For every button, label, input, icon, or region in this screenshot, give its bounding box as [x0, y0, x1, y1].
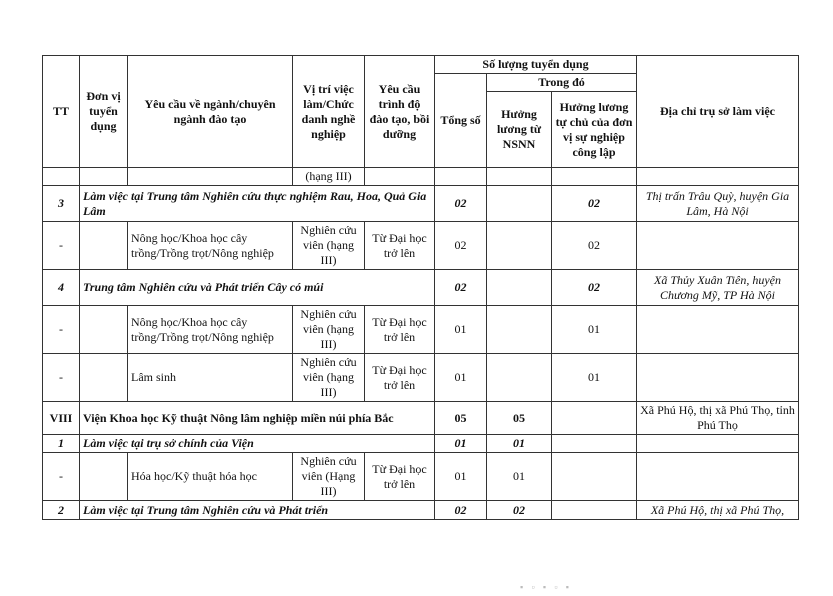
cell-trinh-do: Từ Đại học trở lên: [365, 222, 435, 270]
cell-unit-title: Trung tâm Nghiên cứu và Phát triển Cây có múi: [80, 270, 435, 306]
cell-nganh: [128, 168, 293, 186]
cell-dia-chi: [637, 453, 799, 501]
cell-nsnn: 05: [487, 402, 552, 435]
cell-dia-chi: Xã Phú Hộ, thị xã Phú Thọ,: [637, 501, 799, 520]
cell-nsnn: [487, 222, 552, 270]
cell-tong-so: 02: [435, 501, 487, 520]
header-tt: TT: [43, 56, 80, 168]
header-vi-tri: Vị trí việc làm/Chức danh nghề nghiệp: [293, 56, 365, 168]
cell-tong-so: 01: [435, 354, 487, 402]
header-don-vi: Đơn vị tuyển dụng: [80, 56, 128, 168]
cell-trinh-do: Từ Đại học trở lên: [365, 306, 435, 354]
cell-vi-tri: (hạng III): [293, 168, 365, 186]
cell-tu-chu: 02: [552, 222, 637, 270]
cell-don-vi: [80, 453, 128, 501]
cell-vi-tri: Nghiên cứu viên (hạng III): [293, 222, 365, 270]
table-row: [43, 501, 799, 520]
cell-tt: [43, 168, 80, 186]
cell-tong-so: 01: [435, 435, 487, 453]
cell-nsnn: [487, 354, 552, 402]
cell-vi-tri: Nghiên cứu viên (hạng III): [293, 306, 365, 354]
cell-dia-chi: [637, 222, 799, 270]
cell-nganh: Hóa học/Kỹ thuật hóa học: [128, 453, 293, 501]
cell-tt: -: [43, 306, 80, 354]
cell-tu-chu: 02: [552, 270, 637, 306]
cell-tu-chu: 01: [552, 354, 637, 402]
table-row: [43, 453, 799, 501]
cell-dia-chi: Thị trấn Trâu Quỳ, huyện Gia Lâm, Hà Nội: [637, 186, 799, 222]
cell-tong-so: 02: [435, 222, 487, 270]
table-row: [43, 402, 799, 435]
cell-don-vi: [80, 222, 128, 270]
cell-tong-so: 02: [435, 270, 487, 306]
cell-tong-so: 01: [435, 306, 487, 354]
header-tong-so: Tổng số: [435, 74, 487, 168]
cell-unit-title: Làm việc tại Trung tâm Nghiên cứu và Phát triển: [80, 501, 435, 520]
cell-nganh: Lâm sinh: [128, 354, 293, 402]
cell-tong-so: 02: [435, 186, 487, 222]
cell-nsnn: [487, 168, 552, 186]
cell-nsnn: [487, 186, 552, 222]
cell-tt: 3: [43, 186, 80, 222]
cell-tu-chu: 02: [552, 186, 637, 222]
table-row: [43, 354, 799, 402]
cell-tu-chu: 01: [552, 306, 637, 354]
cell-tu-chu: [552, 501, 637, 520]
header-yeu-cau-trinh-do: Yêu cầu trình độ đào tạo, bồi dưỡng: [365, 56, 435, 168]
cell-tong-so: [435, 168, 487, 186]
recruitment-table: [42, 55, 799, 520]
cell-nganh: Nông học/Khoa học cây trồng/Trồng trọt/Nông nghiệp: [128, 306, 293, 354]
cell-don-vi: [80, 354, 128, 402]
header-yeu-cau-nganh: Yêu cầu về ngành/chuyên ngành đào tạo: [128, 56, 293, 168]
header-huong-nsnn: Hưởng lương từ NSNN: [487, 92, 552, 168]
cell-vi-tri: Nghiên cứu viên (hạng III): [293, 354, 365, 402]
cell-dia-chi: [637, 306, 799, 354]
cell-dia-chi: Xã Phú Hộ, thị xã Phú Thọ, tỉnh Phú Thọ: [637, 402, 799, 435]
cell-tong-so: 05: [435, 402, 487, 435]
cell-tu-chu: [552, 453, 637, 501]
cell-trinh-do: Từ Đại học trở lên: [365, 453, 435, 501]
cell-tt: 4: [43, 270, 80, 306]
cell-tu-chu: [552, 168, 637, 186]
cell-tu-chu: [552, 435, 637, 453]
cell-trinh-do: Từ Đại học trở lên: [365, 354, 435, 402]
cell-nsnn: 01: [487, 435, 552, 453]
cell-nsnn: 02: [487, 501, 552, 520]
header-dia-chi: Địa chỉ trụ sở làm việc: [637, 56, 799, 168]
cell-dia-chi: Xã Thủy Xuân Tiên, huyện Chương Mỹ, TP Hà Nội: [637, 270, 799, 306]
table-row: [43, 168, 799, 186]
cell-trinh-do: [365, 168, 435, 186]
cell-tt: VIII: [43, 402, 80, 435]
cell-don-vi: [80, 168, 128, 186]
header-row-1: [43, 56, 799, 74]
cell-dia-chi: [637, 354, 799, 402]
cell-tt: -: [43, 453, 80, 501]
table-row: [43, 270, 799, 306]
cell-unit-title: Viện Khoa học Kỹ thuật Nông lâm nghiệp miền núi phía Bắc: [80, 402, 435, 435]
cell-tt: -: [43, 222, 80, 270]
cell-nsnn: [487, 306, 552, 354]
cell-nsnn: [487, 270, 552, 306]
cell-tu-chu: [552, 402, 637, 435]
table-row: [43, 306, 799, 354]
header-huong-tu-chu: Hưởng lương tự chủ của đơn vị sự nghiệp công lập: [552, 92, 637, 168]
cell-unit-title: Làm việc tại trụ sở chính của Viện: [80, 435, 435, 453]
header-trong-do: Trong đó: [487, 74, 637, 92]
cell-tt: 1: [43, 435, 80, 453]
table-row: [43, 435, 799, 453]
header-so-luong: Số lượng tuyển dụng: [435, 56, 637, 74]
cell-vi-tri: Nghiên cứu viên (Hạng III): [293, 453, 365, 501]
cell-nsnn: 01: [487, 453, 552, 501]
cell-dia-chi: [637, 435, 799, 453]
scan-artifact: ▪ ▫ ▪ ▫ ▪: [520, 582, 572, 592]
cell-tong-so: 01: [435, 453, 487, 501]
cell-nganh: Nông học/Khoa học cây trồng/Trồng trọt/Nông nghiệp: [128, 222, 293, 270]
cell-dia-chi: [637, 168, 799, 186]
cell-don-vi: [80, 306, 128, 354]
cell-tt: 2: [43, 501, 80, 520]
table-row: [43, 222, 799, 270]
cell-tt: -: [43, 354, 80, 402]
cell-unit-title: Làm việc tại Trung tâm Nghiên cứu thực nghiệm Rau, Hoa, Quả Gia Lâm: [80, 186, 435, 222]
table-row: [43, 186, 799, 222]
